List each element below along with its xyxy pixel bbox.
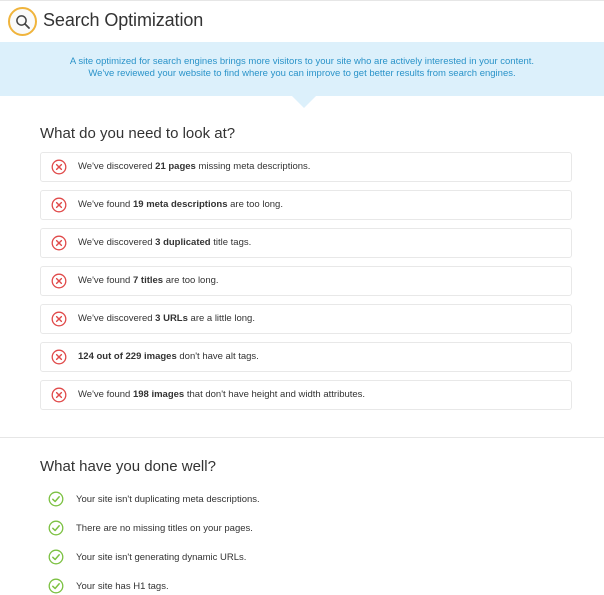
- good-item: [48, 576, 568, 595]
- info-banner: [0, 42, 604, 96]
- issue-item: [40, 304, 572, 334]
- error-x-icon: [51, 235, 67, 251]
- good-text: There are no missing titles on your pages.: [76, 523, 253, 534]
- page-header: [0, 0, 604, 42]
- issues-list: [40, 152, 572, 418]
- issue-text: We've found 198 images that don't have height and width attributes.: [78, 389, 366, 400]
- banner-line-2: We've reviewed your website to find where you can improve to get better results from search engines.: [88, 68, 516, 79]
- error-x-icon: [51, 197, 67, 213]
- good-text: Your site has H1 tags.: [76, 581, 169, 592]
- check-circle-icon: [48, 520, 64, 536]
- banner-pointer: [292, 96, 316, 108]
- issue-text: We've discovered 21 pages missing meta descriptions.: [78, 161, 311, 172]
- issue-item: [40, 152, 572, 182]
- good-item: [48, 518, 568, 547]
- issue-item: [40, 228, 572, 258]
- good-item: [48, 547, 568, 576]
- issue-text: We've discovered 3 duplicated title tags.: [78, 237, 252, 248]
- check-circle-icon: [48, 549, 64, 565]
- check-circle-icon: [48, 578, 64, 594]
- good-text: Your site isn't generating dynamic URLs.: [76, 552, 247, 563]
- search-icon: [8, 7, 37, 36]
- issue-text: We've found 19 meta descriptions are too long.: [78, 199, 283, 210]
- issue-item: [40, 380, 572, 410]
- good-list: [48, 489, 568, 595]
- check-circle-icon: [48, 491, 64, 507]
- banner-line-1: A site optimized for search engines brings more visitors to your site who are actively interested in your content.: [69, 56, 535, 67]
- issue-item: [40, 342, 572, 372]
- good-section-title: What have you done well?: [40, 458, 216, 475]
- issue-text: We've found 7 titles are too long.: [78, 275, 219, 286]
- good-text: Your site isn't duplicating meta descriptions.: [76, 494, 260, 505]
- error-x-icon: [51, 349, 67, 365]
- page-title: Search Optimization: [43, 10, 204, 30]
- issue-text: We've discovered 3 URLs are a little long.: [78, 313, 255, 324]
- good-item: [48, 489, 568, 518]
- issue-item: [40, 266, 572, 296]
- issues-section-title: What do you need to look at?: [40, 125, 236, 142]
- error-x-icon: [51, 387, 67, 403]
- error-x-icon: [51, 159, 67, 175]
- error-x-icon: [51, 311, 67, 327]
- issue-item: [40, 190, 572, 220]
- error-x-icon: [51, 273, 67, 289]
- issue-text: 124 out of 229 images don't have alt tags.: [78, 351, 259, 362]
- section-divider: [0, 437, 604, 438]
